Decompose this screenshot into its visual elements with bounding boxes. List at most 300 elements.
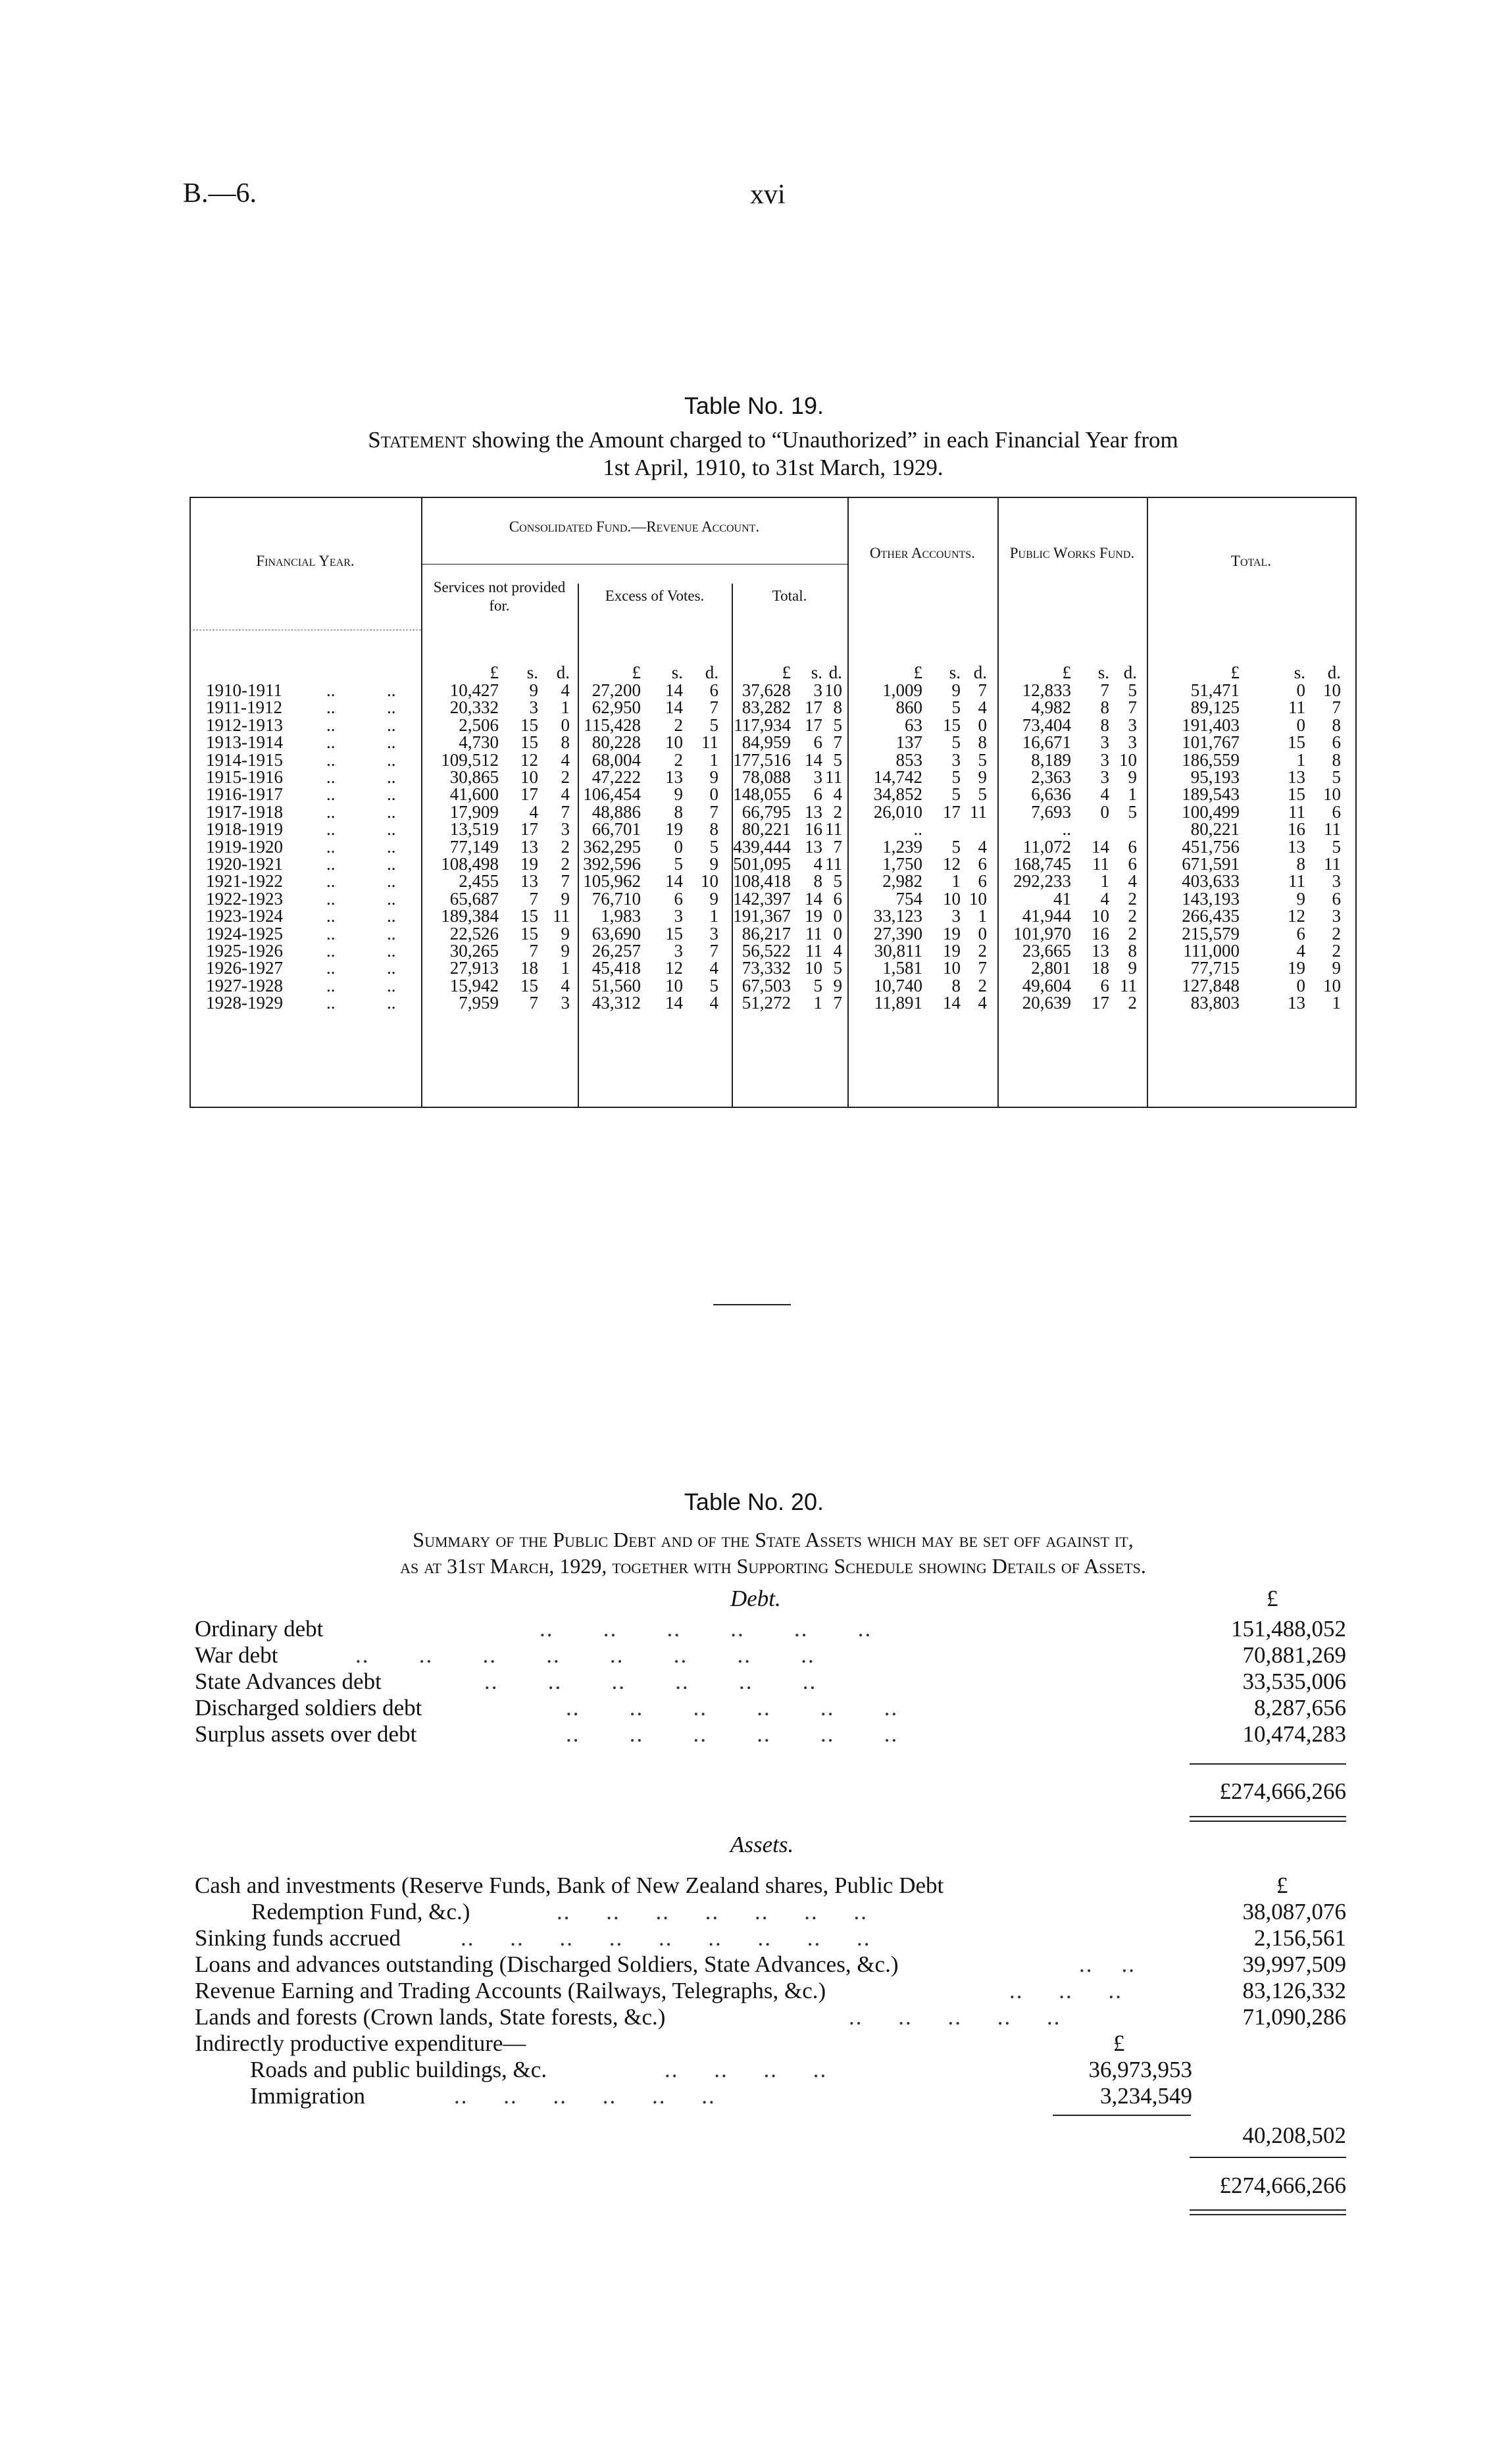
cell-oth-pence: 11 — [970, 801, 987, 822]
cell-oth-pence: 0 — [978, 923, 987, 943]
cell-oth-pence: 5 — [978, 749, 987, 770]
cell-pwf-pounds: 11,072 — [1022, 836, 1071, 857]
row-dots: .. — [387, 732, 396, 753]
asset-roads-value: 36,973,953 — [1088, 2057, 1192, 2082]
cell-pwf-shillings: 3 — [1100, 749, 1109, 770]
cell-svc-shillings: 7 — [529, 993, 538, 1013]
cell-tot-pounds: 671,591 — [1182, 854, 1240, 874]
cell-tcf-shillings: 13 — [805, 836, 822, 857]
cell-tot-pence: 3 — [1332, 871, 1341, 892]
cell-tot-shillings: 6 — [1296, 923, 1305, 943]
cell-oth-shillings: 5 — [951, 784, 961, 805]
cell-pwf-pounds: 7,693 — [1031, 801, 1071, 822]
cell-pwf-pounds: 73,404 — [1022, 715, 1071, 735]
cell-svc-pence: 4 — [561, 975, 570, 995]
cell-tot-pence: 6 — [1332, 801, 1341, 822]
cell-exc-pounds: 68,004 — [591, 749, 641, 770]
table-row — [189, 942, 1355, 959]
unit-label-pence: d. — [705, 663, 718, 682]
cell-exc-pounds: 51,560 — [591, 975, 641, 995]
cell-svc-pence: 4 — [561, 749, 570, 770]
table-row — [189, 717, 1355, 734]
cell-tot-shillings: 9 — [1296, 888, 1305, 909]
cell-tcf-shillings: 17 — [805, 697, 822, 718]
cell-tcf-shillings: 3 — [813, 767, 822, 787]
cell-tot-shillings: 11 — [1288, 697, 1305, 718]
cell-pwf-shillings: 18 — [1092, 958, 1109, 978]
table-row — [189, 907, 1355, 924]
cell-pwf-shillings: 1 — [1100, 871, 1109, 892]
cell-pwf-pence: 8 — [1128, 941, 1137, 961]
page-reference: B.—6. — [183, 178, 257, 209]
cell-tot-pounds: 101,767 — [1182, 732, 1240, 753]
cell-tot-shillings: 16 — [1288, 819, 1305, 840]
cell-svc-pounds: 17,909 — [449, 801, 499, 822]
row-dots: .. — [326, 732, 336, 753]
cell-tot-pounds: 451,756 — [1182, 836, 1240, 857]
cell-oth-pounds: 10,740 — [873, 975, 922, 995]
cell-tot-pounds: 111,000 — [1183, 941, 1240, 961]
row-dots: .. — [326, 871, 336, 892]
table20-caption — [191, 1526, 1355, 1579]
unit-label-shilling: s. — [1097, 663, 1109, 682]
cell-pwf-pence: 7 — [1128, 697, 1137, 718]
cell-svc-shillings: 15 — [520, 715, 538, 735]
cell-oth-pounds: 26,010 — [873, 801, 922, 822]
cell-oth-shillings: 9 — [951, 680, 961, 700]
cell-pwf-shillings: 17 — [1092, 993, 1109, 1013]
cell-tcf-pounds: 66,795 — [741, 801, 791, 822]
cell-tcf-pence: 6 — [833, 888, 842, 909]
asset-sinking-label: Sinking funds accrued — [195, 1925, 401, 1951]
cell-tot-pounds: 186,559 — [1182, 749, 1240, 770]
cell-svc-pounds: 189,384 — [441, 906, 499, 926]
row-dots: .. — [326, 767, 336, 787]
cell-tot-pounds: 191,403 — [1182, 715, 1240, 735]
table20-title: Table No. 20. — [684, 1488, 824, 1515]
row-dots: .. — [326, 854, 336, 874]
row-dots: .. — [387, 697, 396, 718]
row-year: 1926-1927 — [206, 958, 283, 978]
cell-exc-shillings: 10 — [665, 732, 683, 753]
cell-oth-shillings: 5 — [951, 836, 961, 857]
cell-svc-shillings: 19 — [520, 854, 538, 874]
cell-svc-shillings: 7 — [529, 941, 538, 961]
cell-pwf-shillings: 0 — [1100, 801, 1109, 822]
cell-tcf-pounds: 73,332 — [741, 958, 791, 978]
cell-tot-pence: 2 — [1332, 941, 1341, 961]
cell-tcf-pence: 5 — [833, 749, 842, 770]
cell-tot-pence: 3 — [1332, 906, 1341, 926]
unit-label-shilling: s. — [671, 663, 683, 682]
cell-oth-pence: 4 — [978, 993, 987, 1013]
cell-tcf-shillings: 4 — [813, 854, 822, 874]
debt-pound-sign: £ — [1267, 1586, 1278, 1611]
row-dots: .. — [326, 958, 336, 978]
row-dots: .. — [387, 801, 396, 822]
cell-svc-pence: 7 — [561, 801, 570, 822]
table20-caption-line1: Summary of the Public Debt and of the State Assets which may be set off against it, — [413, 1528, 1134, 1551]
header-other-accounts: Other Accounts. — [870, 545, 975, 561]
cell-tcf-pence: 2 — [833, 801, 842, 822]
cell-svc-pence: 4 — [561, 784, 570, 805]
cell-pwf-pounds: 101,970 — [1013, 923, 1071, 943]
cell-svc-pence: 3 — [561, 993, 570, 1013]
row-dots: .. — [387, 854, 396, 874]
row-dots: .. — [387, 993, 396, 1013]
cell-tot-pounds: 127,848 — [1182, 975, 1240, 995]
unit-label-shilling: s. — [526, 663, 538, 682]
cell-exc-shillings: 13 — [665, 767, 683, 787]
cell-pwf-pence: 2 — [1128, 993, 1137, 1013]
cell-svc-pounds: 108,498 — [441, 854, 499, 874]
row-dots: .. — [387, 923, 396, 943]
asset-indirect-label: Indirectly productive expenditure— — [195, 2030, 526, 2056]
debt-item-label: Surplus assets over debt — [195, 1721, 417, 1747]
table20-caption-line2: as at 31st March, 1929, together with Supporting Schedule showing Details of Assets. — [400, 1554, 1146, 1578]
cell-oth-shillings: 14 — [943, 993, 961, 1013]
cell-exc-pence: 8 — [709, 819, 718, 840]
cell-svc-pence: 2 — [561, 854, 570, 874]
header-excess-votes: Excess of Votes. — [605, 588, 705, 604]
row-dots: .. — [326, 993, 336, 1013]
row-year: 1911-1912 — [206, 697, 282, 718]
cell-svc-shillings: 18 — [520, 958, 538, 978]
cell-tot-pence: 11 — [1324, 819, 1341, 840]
cell-tcf-shillings: 10 — [805, 958, 822, 978]
asset-revenue-value: 83,126,332 — [1242, 1978, 1346, 2003]
row-dots: .. — [326, 680, 336, 700]
row-year: 1927-1928 — [206, 975, 283, 995]
cell-oth-pence: 1 — [978, 906, 987, 926]
cell-svc-shillings: 17 — [520, 819, 538, 840]
cell-oth-pounds: 27,390 — [873, 923, 922, 943]
cell-tcf-pence: 9 — [833, 975, 842, 995]
cell-tcf-shillings: 5 — [813, 975, 822, 995]
row-year: 1916-1917 — [206, 784, 283, 805]
cell-tot-shillings: 11 — [1288, 801, 1305, 822]
cell-tcf-pence: 4 — [833, 941, 842, 961]
cell-tot-pounds: 266,435 — [1182, 906, 1240, 926]
indirect-pound-sign: £ — [1113, 2030, 1125, 2056]
cell-exc-pence: 7 — [709, 697, 718, 718]
cell-svc-pounds: 20,332 — [449, 697, 499, 718]
cell-exc-pence: 6 — [709, 680, 718, 700]
table-row — [189, 786, 1355, 803]
cell-tcf-pence: 7 — [833, 732, 842, 753]
cell-exc-pounds: 48,886 — [591, 801, 641, 822]
cell-svc-pence: 9 — [561, 923, 570, 943]
asset-sinking-value: 2,156,561 — [1254, 1925, 1346, 1951]
cell-svc-shillings: 15 — [520, 923, 538, 943]
cell-tcf-pounds: 78,088 — [741, 767, 791, 787]
cell-tcf-pounds: 56,522 — [741, 941, 791, 961]
cell-oth-pence: 0 — [978, 715, 987, 735]
row-year: 1928-1929 — [206, 993, 283, 1013]
cell-svc-pence: 11 — [553, 906, 570, 926]
cell-tot-pence: 5 — [1332, 767, 1341, 787]
cell-pwf-pence: 6 — [1128, 836, 1137, 857]
cell-tcf-pounds: 80,221 — [741, 819, 791, 840]
cell-svc-pounds: 7,959 — [459, 993, 499, 1013]
table-row — [189, 925, 1355, 942]
asset-cash-line1: Cash and investments (Reserve Funds, Bank of New Zealand shares, Public Debt — [195, 1873, 944, 1898]
cell-exc-shillings: 6 — [674, 888, 683, 909]
cell-svc-pounds: 2,455 — [459, 871, 499, 892]
cell-svc-pounds: 65,687 — [449, 888, 499, 909]
cell-tcf-shillings: 14 — [805, 888, 822, 909]
header-total-cf: Total. — [772, 588, 807, 604]
cell-exc-pounds: 47,222 — [591, 767, 641, 787]
cell-pwf-pounds: 16,671 — [1022, 732, 1071, 753]
cell-tot-pence: 2 — [1332, 923, 1341, 943]
unit-label-pence: d. — [973, 663, 987, 682]
cell-pwf-pence: 2 — [1128, 923, 1137, 943]
cell-tot-shillings: 19 — [1288, 958, 1305, 978]
cell-pwf-pounds: 2,801 — [1031, 958, 1071, 978]
asset-revenue-label: Revenue Earning and Trading Accounts (Railways, Telegraphs, &c.) — [195, 1978, 826, 2003]
cell-tot-pounds: 89,125 — [1190, 697, 1240, 718]
cell-exc-shillings: 3 — [674, 906, 683, 926]
table-row — [189, 699, 1355, 716]
cell-exc-pence: 9 — [709, 767, 718, 787]
cell-tcf-pence: 7 — [833, 993, 842, 1013]
unit-label-shilling: s. — [1294, 663, 1305, 682]
cell-oth-pounds: 1,009 — [882, 680, 922, 700]
row-dots: .. — [387, 784, 396, 805]
cell-oth-pounds: 2,982 — [882, 871, 922, 892]
cell-tcf-shillings: 13 — [805, 801, 822, 822]
cell-svc-shillings: 17 — [520, 784, 538, 805]
cell-exc-pounds: 45,418 — [591, 958, 641, 978]
cell-tot-shillings: 1 — [1296, 749, 1305, 770]
cell-tot-shillings: 15 — [1288, 732, 1305, 753]
cell-svc-pounds: 22,526 — [449, 923, 499, 943]
table-row — [189, 872, 1355, 890]
row-year: 1920-1921 — [206, 854, 283, 874]
row-dots: .. — [326, 784, 336, 805]
cell-pwf-shillings: 4 — [1100, 784, 1109, 805]
row-dots: .. — [387, 871, 396, 892]
cell-svc-pounds: 77,149 — [449, 836, 499, 857]
cell-svc-pence: 7 — [561, 871, 570, 892]
cell-tcf-pounds: 439,444 — [733, 836, 791, 857]
header-services: Services not provided for. — [433, 579, 566, 614]
cell-exc-pence: 9 — [709, 854, 718, 874]
cell-exc-pounds: 362,295 — [583, 836, 641, 857]
cell-exc-pounds: 76,710 — [591, 888, 641, 909]
cell-exc-pounds: 106,454 — [583, 784, 641, 805]
asset-immigration-value: 3,234,549 — [1100, 2083, 1192, 2109]
asset-loans-value: 39,997,509 — [1242, 1951, 1346, 1977]
cell-oth-shillings: 1 — [951, 871, 961, 892]
cell-svc-pence: 9 — [561, 888, 570, 909]
row-year: 1925-1926 — [206, 941, 283, 961]
asset-immigration-label: Immigration — [250, 2083, 365, 2109]
row-dots: .. — [387, 906, 396, 926]
cell-tcf-pounds: 191,367 — [733, 906, 791, 926]
unit-label-pence: d. — [1327, 663, 1341, 682]
cell-svc-pounds: 41,600 — [449, 784, 499, 805]
cell-tcf-shillings: 6 — [813, 784, 822, 805]
debt-item-value: 10,474,283 — [1242, 1721, 1346, 1747]
cell-exc-shillings: 12 — [665, 958, 683, 978]
unit-label-pound: £ — [1062, 663, 1071, 682]
cell-oth-shillings: 5 — [951, 697, 961, 718]
cell-tcf-pence: 11 — [825, 854, 842, 874]
cell-oth-shillings: 12 — [943, 854, 961, 874]
unit-label-pound: £ — [913, 663, 922, 682]
row-year: 1922-1923 — [206, 888, 283, 909]
cell-oth-pounds: 1,581 — [882, 958, 922, 978]
cell-pwf-pence: 3 — [1128, 732, 1137, 753]
row-year: 1919-1920 — [206, 836, 283, 857]
row-dots: .. — [326, 819, 336, 840]
section-divider — [713, 1304, 791, 1305]
cell-exc-pounds: 62,950 — [591, 697, 641, 718]
cell-tot-shillings: 15 — [1288, 784, 1305, 805]
cell-exc-pence: 11 — [701, 732, 718, 753]
cell-oth-pounds: 34,852 — [873, 784, 922, 805]
row-dots: .. — [326, 888, 336, 909]
cell-tot-pence: 11 — [1324, 854, 1341, 874]
cell-pwf-shillings: 4 — [1100, 888, 1109, 909]
cell-svc-shillings: 10 — [520, 767, 538, 787]
cell-oth-pence: 8 — [978, 732, 987, 753]
cell-exc-shillings: 8 — [674, 801, 683, 822]
cell-tcf-pounds: 177,516 — [733, 749, 791, 770]
cell-svc-shillings: 15 — [520, 906, 538, 926]
row-dots: .. — [326, 923, 336, 943]
cell-tcf-pence: 0 — [833, 906, 842, 926]
cell-oth-shillings: 19 — [943, 941, 961, 961]
cell-tot-pence: 10 — [1323, 784, 1341, 805]
cell-tot-pence: 8 — [1332, 749, 1341, 770]
cell-exc-pence: 1 — [709, 749, 718, 770]
cell-pwf-shillings: 7 — [1100, 680, 1109, 700]
row-year: 1910-1911 — [206, 680, 282, 700]
cell-exc-pounds: 66,701 — [591, 819, 641, 840]
cell-tcf-pounds: 148,055 — [733, 784, 791, 805]
cell-oth-shillings: 3 — [951, 906, 961, 926]
cell-svc-pence: 3 — [561, 819, 570, 840]
cell-tcf-pounds: 108,418 — [733, 871, 791, 892]
cell-pwf-pounds: .. — [1062, 819, 1071, 840]
table-row — [189, 890, 1355, 907]
cell-oth-pence: 4 — [978, 836, 987, 857]
unit-label-pence: d. — [1123, 663, 1137, 682]
cell-tot-shillings: 0 — [1296, 715, 1305, 735]
table19 — [189, 497, 1357, 1108]
cell-exc-shillings: 10 — [665, 975, 683, 995]
unit-label-pound: £ — [1230, 663, 1240, 682]
cell-svc-pounds: 13,519 — [449, 819, 499, 840]
cell-pwf-pounds: 23,665 — [1022, 941, 1071, 961]
cell-exc-pounds: 1,983 — [601, 906, 641, 926]
cell-tot-pounds: 143,193 — [1182, 888, 1240, 909]
cell-tcf-shillings: 1 — [813, 993, 822, 1013]
row-dots: .. — [326, 906, 336, 926]
unit-label-pound: £ — [632, 663, 641, 682]
cell-exc-pence: 5 — [709, 836, 718, 857]
cell-pwf-pounds: 6,636 — [1031, 784, 1071, 805]
cell-pwf-pounds: 4,982 — [1031, 697, 1071, 718]
page-number: xvi — [750, 180, 786, 210]
cell-pwf-pounds: 2,363 — [1031, 767, 1071, 787]
cell-oth-pounds: 14,742 — [873, 767, 922, 787]
cell-pwf-pounds: 12,833 — [1022, 680, 1071, 700]
table-row — [189, 751, 1355, 768]
table-row — [189, 820, 1355, 838]
cell-tot-pounds: 83,803 — [1190, 993, 1240, 1013]
cell-oth-shillings: 5 — [951, 767, 961, 787]
cell-pwf-pence: 5 — [1128, 801, 1137, 822]
table19-title: Table No. 19. — [684, 392, 824, 419]
cell-tot-pence: 10 — [1323, 975, 1341, 995]
cell-tcf-pence: 7 — [833, 836, 842, 857]
cell-exc-pence: 9 — [709, 888, 718, 909]
cell-pwf-pounds: 20,639 — [1022, 993, 1071, 1013]
cell-tot-pence: 8 — [1332, 715, 1341, 735]
cell-oth-shillings: 5 — [951, 732, 961, 753]
table-row — [189, 838, 1355, 855]
cell-tot-shillings: 0 — [1296, 680, 1305, 700]
cell-exc-pence: 5 — [709, 715, 718, 735]
cell-pwf-shillings: 11 — [1092, 854, 1109, 874]
asset-lands-label: Lands and forests (Crown lands, State forests, &c.) — [195, 2004, 666, 2030]
cell-tcf-shillings: 11 — [805, 923, 822, 943]
cell-tot-pence: 1 — [1332, 993, 1341, 1013]
unit-label-pound: £ — [490, 663, 499, 682]
cell-svc-shillings: 13 — [520, 836, 538, 857]
cell-oth-pence: 6 — [978, 871, 987, 892]
cell-svc-pounds: 30,865 — [449, 767, 499, 787]
cell-tot-shillings: 12 — [1288, 906, 1305, 926]
unit-label-shilling: s. — [811, 663, 822, 682]
cell-exc-shillings: 2 — [674, 715, 683, 735]
cell-svc-pounds: 4,730 — [459, 732, 499, 753]
cell-svc-shillings: 13 — [520, 871, 538, 892]
cell-tcf-pounds: 83,282 — [741, 697, 791, 718]
cell-tcf-shillings: 3 — [813, 680, 822, 700]
cell-oth-pounds: 30,811 — [874, 941, 922, 961]
cell-pwf-pence: 9 — [1128, 958, 1137, 978]
cell-tot-pence: 7 — [1332, 697, 1341, 718]
cell-pwf-shillings: 14 — [1092, 836, 1109, 857]
cell-tcf-shillings: 14 — [805, 749, 822, 770]
cell-exc-pounds: 80,228 — [591, 732, 641, 753]
cell-tot-pounds: 80,221 — [1190, 819, 1240, 840]
row-year: 1913-1914 — [206, 732, 283, 753]
cell-svc-pounds: 27,913 — [449, 958, 499, 978]
asset-lands-value: 71,090,286 — [1242, 2004, 1346, 2030]
row-year: 1912-1913 — [206, 715, 283, 735]
cell-exc-pounds: 63,690 — [591, 923, 641, 943]
cell-oth-shillings: 8 — [951, 975, 961, 995]
cell-exc-pounds: 43,312 — [591, 993, 641, 1013]
table-row — [189, 803, 1355, 820]
cell-tcf-pounds: 84,959 — [741, 732, 791, 753]
cell-svc-pence: 2 — [561, 836, 570, 857]
row-dots: .. — [387, 975, 396, 995]
cell-oth-pounds: 33,123 — [873, 906, 922, 926]
cell-tcf-pence: 4 — [833, 784, 842, 805]
cell-exc-shillings: 0 — [674, 836, 683, 857]
cell-tot-pounds: 77,715 — [1190, 958, 1240, 978]
cell-svc-pence: 8 — [561, 732, 570, 753]
cell-oth-shillings: 10 — [943, 888, 961, 909]
cell-tot-pence: 6 — [1332, 888, 1341, 909]
